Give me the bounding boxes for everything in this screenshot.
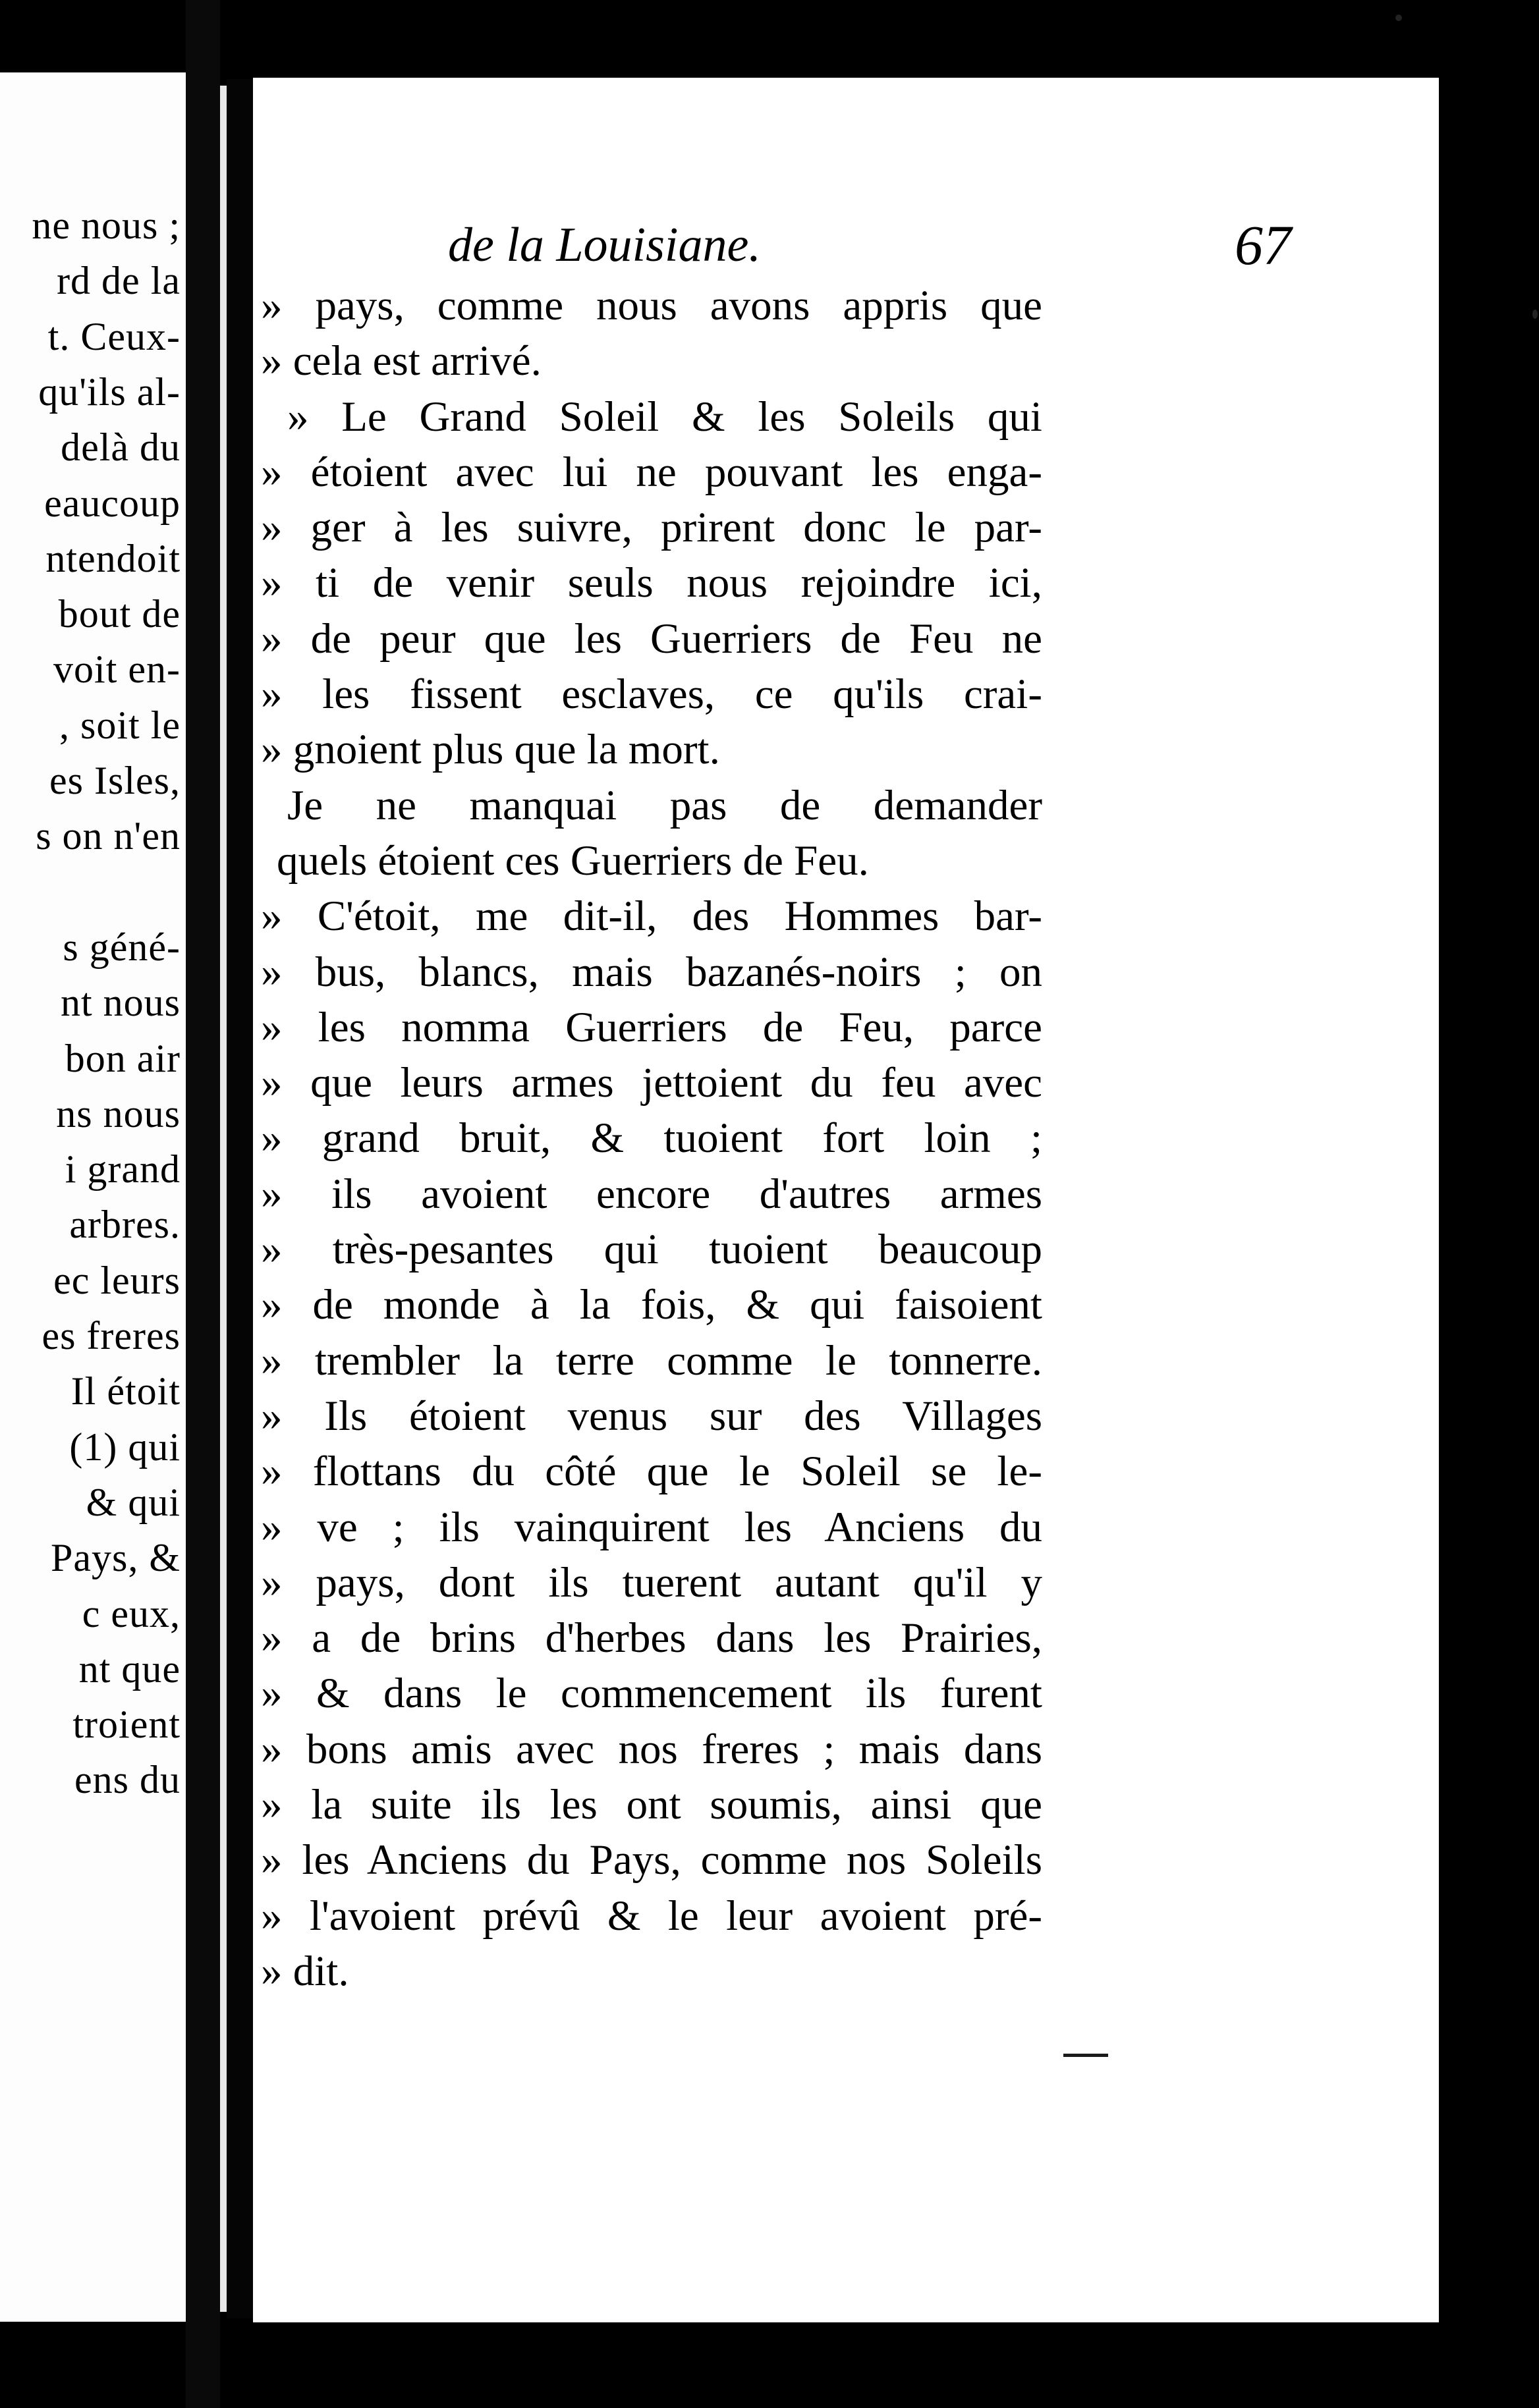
text-line: » Ils étoient venus sur des Villages — [261, 1392, 1042, 1440]
left-page-line: ec leurs — [53, 1258, 181, 1302]
left-page-line: i grand — [65, 1147, 181, 1191]
left-page-line: nt que — [78, 1647, 181, 1691]
left-page-line: c eux, — [82, 1591, 181, 1635]
left-page-line: t. Ceux- — [47, 314, 181, 358]
left-page-line: ntendoit — [45, 536, 181, 580]
left-page-line: delà du — [61, 425, 181, 470]
text-line: » ti de venir seuls nous rejoindre ici, — [261, 559, 1042, 607]
page-number: 67 — [1235, 213, 1291, 277]
left-page-line: nt nous — [60, 981, 181, 1025]
text-line: » & dans le commencement ils furent — [261, 1670, 1042, 1718]
text-line: » pays, dont ils tuerent autant qu'il y — [261, 1558, 1042, 1606]
text-line: » C'étoit, me dit-il, des Hommes bar- — [261, 892, 1042, 941]
left-page-line: qu'ils al- — [38, 369, 181, 414]
text-line: » dit. — [261, 1947, 349, 1995]
page-edge — [220, 86, 227, 2312]
book-gutter — [186, 0, 220, 2408]
left-page-line: arbres. — [69, 1203, 181, 1247]
text-line: » ger à les suivre, prirent donc le par- — [261, 504, 1042, 552]
text-line: » l'avoient prévû & le leur avoient pré- — [261, 1892, 1042, 1940]
text-line: » étoient avec lui ne pouvant les enga- — [261, 448, 1042, 496]
left-page-line: , soit le — [59, 703, 181, 747]
text-line: » a de brins d'herbes dans les Prairies, — [261, 1614, 1042, 1662]
text-line: » très-pesantes qui tuoient beaucoup — [261, 1226, 1042, 1274]
text-line: » que leurs armes jettoient du feu avec — [261, 1059, 1042, 1107]
text-line: » grand bruit, & tuoient fort loin ; — [261, 1114, 1042, 1163]
left-page-line: ne nous ; — [32, 204, 181, 247]
left-page-line: s on n'en — [36, 814, 181, 858]
body-text — [253, 278, 1044, 1999]
binding-shadow — [227, 79, 253, 2318]
text-line: » ils avoient encore d'autres armes — [261, 1170, 1042, 1218]
left-page-line: & qui — [86, 1480, 181, 1524]
text-line: » ve ; ils vainquirent les Anciens du — [261, 1503, 1042, 1551]
text-line: » gnoient plus que la mort. — [261, 726, 720, 774]
text-line: » cela est arrivé. — [261, 337, 542, 385]
running-title: de la Louisiane. — [448, 218, 761, 272]
text-line: quels étoient ces Guerriers de Feu. — [277, 836, 869, 885]
text-line: Je ne manquai pas de demander — [287, 781, 1042, 829]
text-line: » bons amis avec nos freres ; mais dans — [261, 1725, 1042, 1773]
running-head — [448, 213, 1291, 283]
left-page-line: es freres — [42, 1314, 181, 1357]
scan-speck — [1395, 14, 1402, 21]
previous-page-fragment — [0, 72, 186, 2322]
text-line: » bus, blancs, mais bazanés-noirs ; on — [261, 948, 1042, 996]
text-line: » les Anciens du Pays, comme nos Soleils — [261, 1836, 1042, 1884]
left-page-line: voit en- — [53, 647, 181, 692]
left-page-line: rd de la — [57, 259, 181, 303]
text-line: » la suite ils les ont soumis, ainsi que — [261, 1781, 1042, 1829]
left-page-line: (1) qui — [69, 1425, 181, 1469]
left-page-line: bout de — [58, 592, 181, 636]
left-page-line: Il étoit — [70, 1369, 181, 1413]
text-line: » flottans du côté que le Soleil se le- — [261, 1448, 1042, 1496]
left-page-line: es Isles, — [49, 759, 181, 802]
text-line: » de peur que les Guerriers de Feu ne — [261, 615, 1042, 663]
left-page-line: ns nous — [56, 1091, 181, 1136]
left-page-line: bon air — [65, 1036, 181, 1080]
left-page-line: s géné- — [63, 925, 181, 969]
scan-speck — [1532, 310, 1538, 319]
text-line: » les nomma Guerriers de Feu, parce — [261, 1003, 1042, 1051]
text-line: » de monde à la fois, & qui faisoient — [261, 1281, 1042, 1329]
left-page-line: Pays, & — [50, 1536, 181, 1580]
text-line: » trembler la terre comme le tonnerre. — [261, 1336, 1042, 1384]
rule-mark — [1063, 2054, 1108, 2057]
book-page — [253, 78, 1439, 2322]
text-line: » pays, comme nous avons appris que — [261, 282, 1042, 329]
left-page-line: eaucoup — [44, 481, 181, 525]
text-line: » Le Grand Soleil & les Soleils qui — [287, 393, 1042, 441]
text-line: » les fissent esclaves, ce qu'ils crai- — [261, 670, 1042, 719]
left-page-line: troient — [72, 1703, 181, 1747]
left-page-line: ens du — [74, 1758, 181, 1802]
